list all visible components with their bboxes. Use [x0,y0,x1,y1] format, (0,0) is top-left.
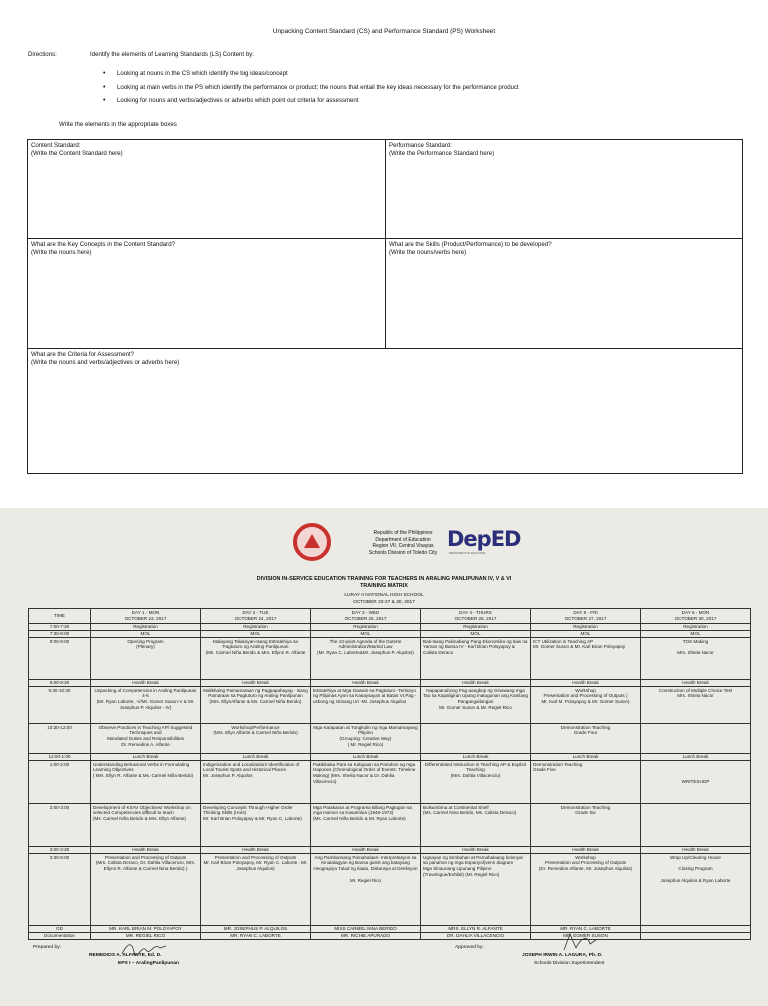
schedule-cell: Bati-Isang Pakinabang Pang Ekonomiko ng Ilaw na Yaman ng Bansa IV - Karl Brian Poloyapoy & Calista Deraco [421,638,531,680]
schedule-cell: MOL [531,631,641,638]
schedule-cell: Unpacking of Competencies in Araling Panlipunan 4-6 (Mr. Ryan Laborte, -V/Mr. Gomer Suson-V & Mr. Josephus P. Alquilos - IV) [91,687,201,724]
box-hint: (Write the nouns/verbs here) [389,249,467,257]
time-cell: 7:00-7:30 [29,624,91,631]
time-cell: OD [29,926,91,933]
content-standard-box[interactable] [28,140,386,238]
table-row [29,631,751,638]
box-hint: (Write the Content Standard here) [31,150,123,158]
matrix-title-line: DIVISION IN-SERVICE EDUCATION TRAINING FOR TEACHERS IN ARALING PANLIPUNAN IV, V & VI [256,576,512,582]
schedule-cell: Understanding Behavioral Verbs in Formulating Learning Objectives ( Mrs. Ellyn R. Alfante & Ms. Carmel Niña Berido) [91,761,201,804]
schedule-cell [641,724,751,754]
schedule-cell [641,926,751,933]
schedule-cell: Demonstration Teaching Grade Five [531,761,641,804]
bullet-item: • Looking at main verbs in the PS which identify the performance or product; the nouns that entail the key ideas necessary for the performance product [103,84,743,98]
schedule-cell: MR. GOMER SUSON [531,933,641,940]
header-day: DAY 2 - TUE OCTOBER 24, 2017 [201,609,311,624]
schedule-cell: ICT Utilization in Teaching AP Mr. Gomer Suson & Mr. Karl Brian Poloyapoy [531,638,641,680]
schedule-cell: MOL [201,631,311,638]
header-day: DAY 6 - MON OCTOBER 30, 2017 [641,609,751,624]
bullet-item: • Looking for nouns and verbs/adjectives or adverbs which point out criteria for assessment [103,97,743,111]
schedule-cell: WRITESHOP [641,761,751,804]
prepared-label: Prepared by: [33,945,62,950]
schedule-cell: Lunch Break [531,754,641,761]
table-row [29,933,751,940]
schedule-cell: Health Break [421,680,531,687]
header-time: TIME [29,609,91,624]
table-row [29,854,751,926]
deped-logo [447,527,521,557]
agency-line: Region VII, Central Visayas [372,543,434,550]
table-row [29,638,751,680]
box-title: Performance Standard: [389,142,453,149]
schedule-cell: DR. DAHLIA VILLACENCIO [421,933,531,940]
matrix-school: LURAY II NATIONAL HIGH SCHOOL [344,593,424,598]
time-cell: 7:30-8:00 [29,631,91,638]
schedule-cell: Mga Karapatan at Tungkulin ng mga Mamamayang Pilipino (Grouping: Creative Way) ( Mr. Regiel Rico) [311,724,421,754]
schedule-cell: Mga Patakaran at Programa Bilang Pagtugon sa mga Hamon sa Kasarinlan (1946-1972) (Ms. Carmel Niña Berido & Mr. Ryan Laborte) [311,804,421,847]
table-row [29,926,751,933]
schedule-cell: Construction of Multiple Choice Test Mrs. Shiela Nacor [641,687,751,724]
logo-text: DepED [447,527,521,551]
bullet-item: • Looking at nouns in the CS which identify the big ideas/concept [103,70,743,84]
table-row [29,687,751,724]
time-cell: 2:00-3:00 [29,804,91,847]
directions-label: Directions: [28,51,57,58]
schedule-cell: Registration [641,624,751,631]
schedule-cell: MR. KARL BRIAN M. POLOYAPOY [91,926,201,933]
schedule-cell: Health Break [201,680,311,687]
table-row [29,804,751,847]
agency-line: Republic of the Philippines [373,530,433,536]
time-cell: 1:00-2:00 [29,761,91,804]
schedule-cell: Health Break [311,680,421,687]
matrix-title-line: TRAINING MATRIX [360,583,408,589]
time-cell: 3:00-3:30 [29,847,91,854]
time-cell: 12:00-1:00 [29,754,91,761]
schedule-cell: Health Break [201,847,311,854]
schedule-cell: Registration [311,624,421,631]
schedule-cell: Malikhaing Pamamaraan ng Pagpapahayag - Isang Pamaraan sa Pagtuturo ng Araling Panlipunan (Mrs. EllynAlfante & Ms. Carmel Niña Berido) [201,687,311,724]
table-row [29,761,751,804]
schedule-cell: Lunch Break [641,754,751,761]
schedule-cell: Registration [531,624,641,631]
schedule-cell: Health Break [91,847,201,854]
skills-box[interactable] [386,239,742,348]
header-day: DAY 5 - FRI OCTOBER 27, 2017 [531,609,641,624]
schedule-cell: Lunch Break [201,754,311,761]
schedule-cell: MR. JOSEPHUS P. ALQUILOS [201,926,311,933]
agency-line: Department of Education [375,536,431,543]
schedule-cell: Indigenization and Localization/ Identification of Local Tourist Spots and Historical Places Mr. Josephus P. Alquilos [201,761,311,804]
schedule-cell: Lunch Break [311,754,421,761]
time-cell: 3:30-5:00 [29,854,91,926]
schedule-cell: Estratehiya at Mga Gawain sa Pagtuturo -Teritoryo ng Pilipinas Ayon sa Kasaysayan at Batas VI,Pag - usbong ng Gitnang Uri -Mr. Josephus Alquilos [311,687,421,724]
grid-row [28,140,742,239]
schedule-cell: Registration [91,624,201,631]
table-row [29,624,751,631]
key-concepts-box[interactable] [28,239,386,348]
schedule-cell: MOL [311,631,421,638]
time-cell: 9:00-9:30 [29,680,91,687]
schedule-cell [641,804,751,847]
approved-by-block [455,945,605,966]
deped-seal-icon [293,523,331,561]
approved-position: Schools Division Superintendent [534,961,605,966]
schedule-cell: MR. RYAN C. LABORTE [201,933,311,940]
box-title: Content Standard: [31,142,81,149]
prepared-by-block [33,945,179,966]
schedule-cell: Health Break [311,847,421,854]
schedule-cell: MR. RICHIE APURADO [311,933,421,940]
schedule-cell: Ang Pambansang Pamahalaan- Interpretasyon sa Kinalalagyan ng Bansa gamit ang batayang Heograpiya Tulad ng Ilaala, Distansya at Direksyon Mr. Regiel Rico [311,854,421,926]
box-title: What are the Key Concepts in the Content Standard? [31,241,175,248]
schedule-cell: Workshop/Performance (Mrs. Ellyn Alfante & Carmel Niña Berido) [201,724,311,754]
schedule-cell: Health Break [641,847,751,854]
schedule-cell: Lunch Break [421,754,531,761]
schedule-cell: MR. REGIEL RICO [91,933,201,940]
agency-line: Schools Division of Toledo City [368,549,438,556]
schedule-cell: MOL [641,631,751,638]
matrix-dates: OCTOBER 23-27 & 30, 2017 [353,600,415,605]
signature-mark-icon [560,930,600,952]
time-cell: 9:30-10:30 [29,687,91,724]
schedule-cell: MISS CARMEL NINA BERIDO [311,926,421,933]
schedule-cell: Wrap Up/Clearing House Closing Program Josephus Alquilos & Ryan Laborte [641,854,751,926]
training-matrix-table [28,608,751,940]
prepared-name: REMEDIOS A. ALFANTE, Ed. D. [89,953,162,958]
worksheet-title: Unpacking Content Standard (CS) and Performance Standard (PS) Worksheet [272,28,496,35]
grid-row [28,239,742,349]
schedule-cell: Health Break [421,847,531,854]
schedule-cell: Health Break [531,680,641,687]
schedule-cell: MOL [91,631,201,638]
schedule-cell: The 10-point Agenda of the Duterte Administration/Martial Law (Mr. Ryan C. Laborte&Mr. Josephus P. Alquilos) [311,638,421,680]
schedule-cell: Health Break [91,680,201,687]
schedule-cell: Presentation and Processing of Outputs (Mrs. Calista Deraco, Dr. Dahlia Villacencio, Mrs. Ellynn R. Alfante & Carmel Nina Berido) ) [91,854,201,926]
schedule-cell: Bulsambma at Continental Shelf (Ms. Carmel Nina Berido, Ms. Calista Deraco) [421,804,531,847]
box-title: What are the Skills (Product/Performance) to be developed? [389,241,552,248]
schedule-cell: Workshop Presentation and Processing of Outputs (Dr. Remedios Alfante, Mr. Josephus Alquilos) [531,854,641,926]
schedule-cell: Health Break [531,847,641,854]
schedule-cell: Opening Program (Plenary) [91,638,201,680]
schedule-cell: Developing Concepts Through Higher Order Thinking Skills (Hots) Mr. Karl Brian Poloyapoy & Mr. Ryan C. Laborte) [201,804,311,847]
schedule-cell: Health Break [641,680,751,687]
instruction: Write the elements in the appropriate boxes [59,121,177,128]
time-cell: 8:00-9:00 [29,638,91,680]
schedule-cell: MOL [421,631,531,638]
schedule-cell: Registration [421,624,531,631]
table-row [29,754,751,761]
signature-mark-icon [120,940,170,958]
schedule-cell: Workshop Presentation and Processing of Outputs ) Mr. Karl M. Poloyapoy & Mr. Gomer Suson) [531,687,641,724]
time-cell: 10:30-12:00 [29,724,91,754]
approved-name: JOSEPH IRWIN A. LAGURA, Ph. D. [522,953,603,958]
grid-row [28,349,742,473]
box-title: What are the Criteria for Assessment? [31,351,134,358]
box-hint: (Write the Performance Standard here) [389,150,495,158]
schedule-cell: Pakikibaka Para sa Kalayaan sa Panahon ng mga Hapones (Chronological Order of Events: Timeline Making) (Mrs. Sheila Nacor & Dr. Dahlia Villacencio) [311,761,421,804]
schedule-cell: Registration [201,624,311,631]
table-row [29,724,751,754]
schedule-cell: MR. RYAN C. LABORTE [531,926,641,933]
schedule-cell: Malayang Talakayan-Isang Estratehiya sa Pagtuturo ng Araling Panlipunan (Ms. Carmel Niña Berido & Mrs. Ellynn R. Alfante [201,638,311,680]
schedule-cell: Differentiated Instruction in Teaching AP & Explicit Teaching (Mrs. Dahlia Villacencio) [421,761,531,804]
schedule-cell: Presentation and Processing of Outputs Mr. Karl Brian Poloyapoy, Mr. Ryan C. Laborte , Mr. Josephus Alquilos) [201,854,311,926]
box-hint: (Write the nouns here) [31,249,92,257]
header-day: DAY 1 - MON OCTOBER 23, 2017 [91,609,201,624]
performance-standard-box[interactable] [386,140,742,238]
table-row [29,680,751,687]
schedule-cell: Lunch Break [91,754,201,761]
schedule-cell: Demonstration Teaching Grade Six [531,804,641,847]
logo-subtext: DEPARTMENT OF EDUCATION [449,552,486,555]
directions-bullets [103,70,743,111]
box-hint: (Write the nouns and verbs/adjectives or adverbs here) [31,359,180,367]
schedule-cell [641,933,751,940]
schedule-cell: Observe Practices in Teaching AP/ Suggested Techniques and Mandated Duties and Responsibilities Dr. Remedios A. Alfante [91,724,201,754]
schedule-cell: TOS Making Mrs. Shiela Nacor [641,638,751,680]
schedule-cell: Ugnayan ng Simbahan at Pamahalaang kolonyal sa panahon ng mga Espanyol(venn diagram Mga Sinaunang Lipunang Pilipino (Travelogue/Exhibit) (Mr. Regiel Rico) [421,854,531,926]
header-day: DAY 4 - THURS OCTOBER 26, 2017 [421,609,531,624]
worksheet-grid [27,139,743,474]
directions-text: Identify the elements of Learning Standards (LS) Content by: [90,51,254,58]
prepared-position: EPS I – AralingPanlipunan [118,961,179,966]
approved-label: Approved by: [455,945,484,950]
schedule-cell: Demonstration Teaching Grade Four [531,724,641,754]
schedule-cell [421,724,531,754]
matrix-title [0,576,768,590]
criteria-box[interactable] [28,349,742,473]
schedule-cell: MRS. ELLYN R. ALFANTE [421,926,531,933]
schedule-cell: Development of KSAV Objectives/ Workshop on selected Competencies difficult to teach (Ms. Carmel Niña Berido & Mrs. Ellyn Alfante) [91,804,201,847]
table-header-row [29,609,751,624]
schedule-cell: Napapanahong Pag-aangkop ng Ginawang mga Tao sa Kapaligiran Upang matugunan ang Kanilang Pangangailangan Mr. Gomer Suson & Mr. Regiel Rico [421,687,531,724]
time-cell: Documentation [29,933,91,940]
header-day: DAY 3 - WED OCTOBER 25, 2017 [311,609,421,624]
table-row [29,847,751,854]
